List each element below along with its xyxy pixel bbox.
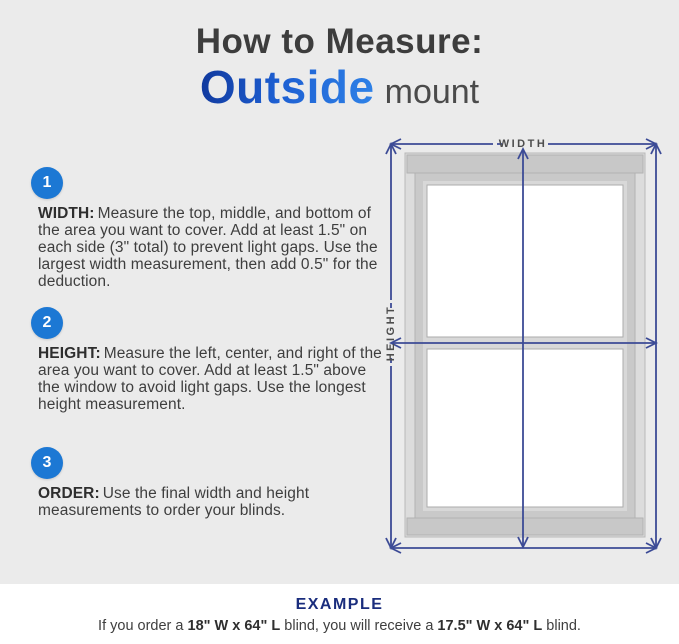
step-2-instructions <box>38 345 385 413</box>
window-measurement-diagram <box>375 130 675 570</box>
step-2-label: HEIGHT: <box>38 345 101 362</box>
width-dimension-label: WIDTH <box>498 138 548 150</box>
title-mount-type: Outside <box>199 60 375 113</box>
window-frame <box>405 153 645 537</box>
height-dimension-label: HEIGHT <box>385 304 397 362</box>
title-line-1: How to Measure: <box>195 22 484 61</box>
step-2-body: Measure the left, center, and right of the area you want to cover. Add at least 1.5" above the window to avoid light gaps. Use the longest height measurement. <box>38 345 382 413</box>
example-order-size: 18" W x 64" L <box>187 618 281 634</box>
step-2-badge: 2 <box>31 307 63 339</box>
step-1-badge: 1 <box>31 167 63 199</box>
title-line-2 <box>0 60 679 113</box>
page-title <box>0 24 679 111</box>
example-footer <box>0 584 679 644</box>
step-3-label: ORDER: <box>38 485 100 502</box>
example-receive-size: 17.5" W x 64" L <box>437 618 543 634</box>
window-diagram-graphic <box>375 130 675 570</box>
step-3-instructions <box>38 485 385 519</box>
step-1-label: WIDTH: <box>38 205 95 222</box>
step-3-badge: 3 <box>31 447 63 479</box>
example-middle: blind, you will receive a <box>280 618 438 634</box>
example-sentence <box>0 618 679 634</box>
title-mount-word: mount <box>384 72 480 111</box>
step-1-body: Measure the top, middle, and bottom of the area you want to cover. Add at least 1.5" on each side (3" total) to prevent light gaps. Use the largest width measurement, then add 0.5" for the deduction. <box>38 205 378 290</box>
example-prefix: If you order a <box>98 618 188 634</box>
example-suffix: blind. <box>542 618 581 634</box>
step-1-instructions <box>38 205 385 290</box>
example-heading: EXAMPLE <box>295 596 384 613</box>
step-3-body: Use the final width and height measurements to order your blinds. <box>38 485 310 519</box>
